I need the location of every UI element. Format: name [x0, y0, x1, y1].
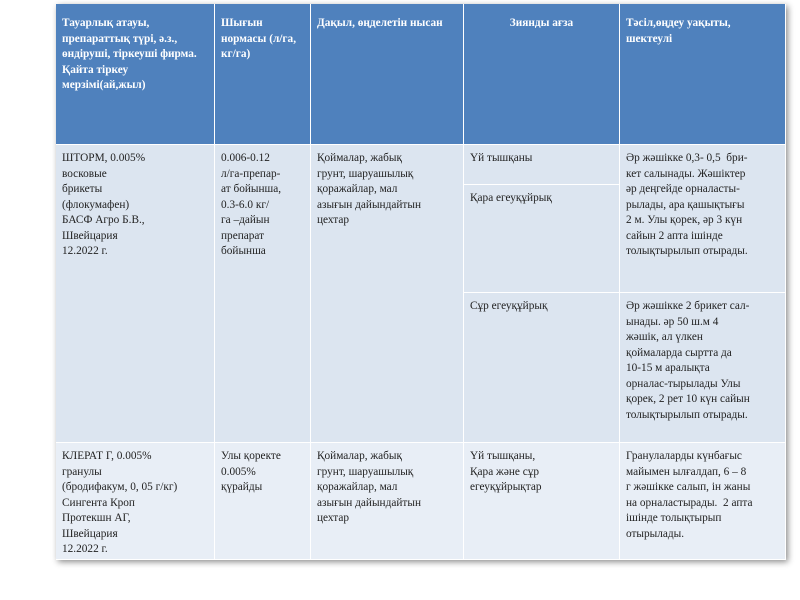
pest-name: Сұр егеуқұйрық: [470, 300, 548, 312]
row1-method2-line: қоймаларда сыртта да: [626, 346, 732, 359]
row2-pest-line: Үй тышқаны,: [470, 450, 536, 462]
row1-method2-line: Әр жәшікке 2 брикет сал-: [626, 300, 750, 312]
row1-method1-line: Әр жәшікке 0,3- 0,5 бри-: [626, 152, 748, 164]
row1-rate-line: л/га-препар-: [221, 167, 281, 180]
row2-method-line: Гранулаларды күнбағыс: [626, 450, 742, 462]
row2-rate-cell: [215, 443, 311, 560]
row1-method1-cell: [620, 145, 786, 293]
row1-pest-black-rat: [464, 185, 620, 293]
row2-product-line: КЛЕРАТ Г, 0.005%: [62, 450, 152, 462]
row1-product-line: брикеты: [62, 183, 103, 195]
row2-rate-line: қүрайды: [221, 481, 263, 493]
row2-pest-line: егеуқұйрықтар: [470, 481, 542, 493]
row1-method1-line: кет салынады. Жәшіктер: [626, 167, 746, 180]
row2-crop-line: Қоймалар, жабық: [317, 450, 403, 462]
row2-product-line: Сингента Кроп: [62, 496, 135, 509]
row1-crop-line: грунт, шаруашылық: [317, 167, 414, 180]
row1-method2-line: қорек, 2 рет 10 күн сайын: [626, 393, 750, 405]
row1-crop-line: Қоймалар, жабық: [317, 152, 403, 164]
row1-pest-brown-rat: [464, 293, 620, 443]
row2-method-line: г жәшікке салып, ін жаны: [626, 481, 751, 493]
row2-method-cell: [620, 443, 786, 560]
header-product: Тауарлық атауы, препараттық түрі, ә.з., өндіруші, тіркеуші фирма. Қайта тіркеу мерзімі(ай,жыл): [56, 4, 215, 145]
row1-crop-line: цехтар: [317, 214, 350, 226]
row2-crop-line: азығын дайындайтын: [317, 496, 421, 509]
row1-method2-line: 10-15 м аралықта: [626, 362, 710, 374]
row1-product-line: (флокумафен): [62, 198, 130, 211]
row2-product-line: 12.2022 г.: [62, 543, 108, 555]
row2-crop-line: қоражайлар, мал: [317, 481, 398, 493]
row1-method2-line: ынады. әр 50 ш.м 4: [626, 315, 719, 328]
row1-product-line: БАСФ Агро Б.В.,: [62, 214, 145, 226]
row1-rate-line: 0.006-0.12: [221, 152, 270, 164]
row1-rate-cell: [215, 145, 311, 443]
row2-pest-cell: [464, 443, 620, 560]
row1-method2-cell: [620, 293, 786, 443]
row2-pest-line: Қара және сұр: [470, 465, 540, 478]
row2-method-line: майымен ылғалдап, 6 – 8: [626, 465, 747, 478]
row2-rate-line: 0.005%: [221, 465, 256, 478]
row1-method1-line: сайын 2 апта ішінде: [626, 229, 723, 242]
row1-product-line: Швейцария: [62, 229, 118, 242]
row1-method1-line: 2 м. Улы қорек, әр 3 күн: [626, 214, 743, 226]
row1-method1-line: толықтырылып отырады.: [626, 245, 748, 257]
row1-method2-line: орналас-тырылады Улы: [626, 377, 741, 390]
row1-crop-line: қоражайлар, мал: [317, 183, 398, 195]
row2-product-line: Швейцария: [62, 527, 118, 540]
row2-method-line: отырылады.: [626, 527, 685, 540]
row1-method2-line: жәшік, ал үлкен: [626, 331, 703, 343]
row1-rate-line: бойынша: [221, 245, 266, 257]
row2-product-line: Протекшн АГ,: [62, 512, 131, 524]
row2-crop-line: цехтар: [317, 512, 350, 524]
row1-rate-line: препарат: [221, 229, 265, 242]
pest-name: Қара егеуқұйрық: [470, 192, 552, 204]
row2-crop-line: грунт, шаруашылық: [317, 465, 414, 478]
row1-pest-house-mouse: [464, 145, 620, 185]
pest-name: Үй тышқаны: [470, 152, 533, 164]
row1-method1-line: рылады, ара қашықтығы: [626, 198, 745, 211]
row2-product-cell: [56, 443, 215, 560]
row1-crop-cell: [311, 145, 464, 443]
row1-method2-line: толықтырылып отырады.: [626, 408, 748, 421]
row1-rate-line: ат бойынша,: [221, 183, 282, 195]
row1-product-line: восковые: [62, 167, 107, 180]
row2-product-line: гранулы: [62, 465, 102, 478]
row1-rate-line: га –дайын: [221, 214, 270, 226]
row1-rate-line: 0.3-6.0 кг/: [221, 198, 270, 211]
row2-method-line: ішінде толықтырып: [626, 512, 722, 524]
row1-method1-line: әр деңгейде орналасты-: [626, 183, 740, 195]
header-rate: Шығын нормасы (л/га, кг/га): [215, 4, 311, 145]
row1-crop-line: азығын дайындайтын: [317, 198, 421, 211]
header-pest: Зиянды ағза: [464, 4, 620, 145]
row2-method-line: на орналастырады. 2 апта: [626, 496, 753, 509]
header-crop: Дақыл, өңделетін нысан: [311, 4, 464, 145]
header-method: Тәсіл,өңдеу уақыты, шектеулі: [620, 4, 786, 145]
pesticide-table: [56, 4, 786, 560]
row2-crop-cell: [311, 443, 464, 560]
row1-product-cell: [56, 145, 215, 443]
row2-rate-line: Улы қоректе: [221, 450, 281, 462]
row2-product-line: (бродифакум, 0, 05 г/кг): [62, 481, 178, 493]
row1-product-line: ШТОРМ, 0.005%: [62, 152, 146, 164]
row1-product-line: 12.2022 г.: [62, 245, 108, 257]
